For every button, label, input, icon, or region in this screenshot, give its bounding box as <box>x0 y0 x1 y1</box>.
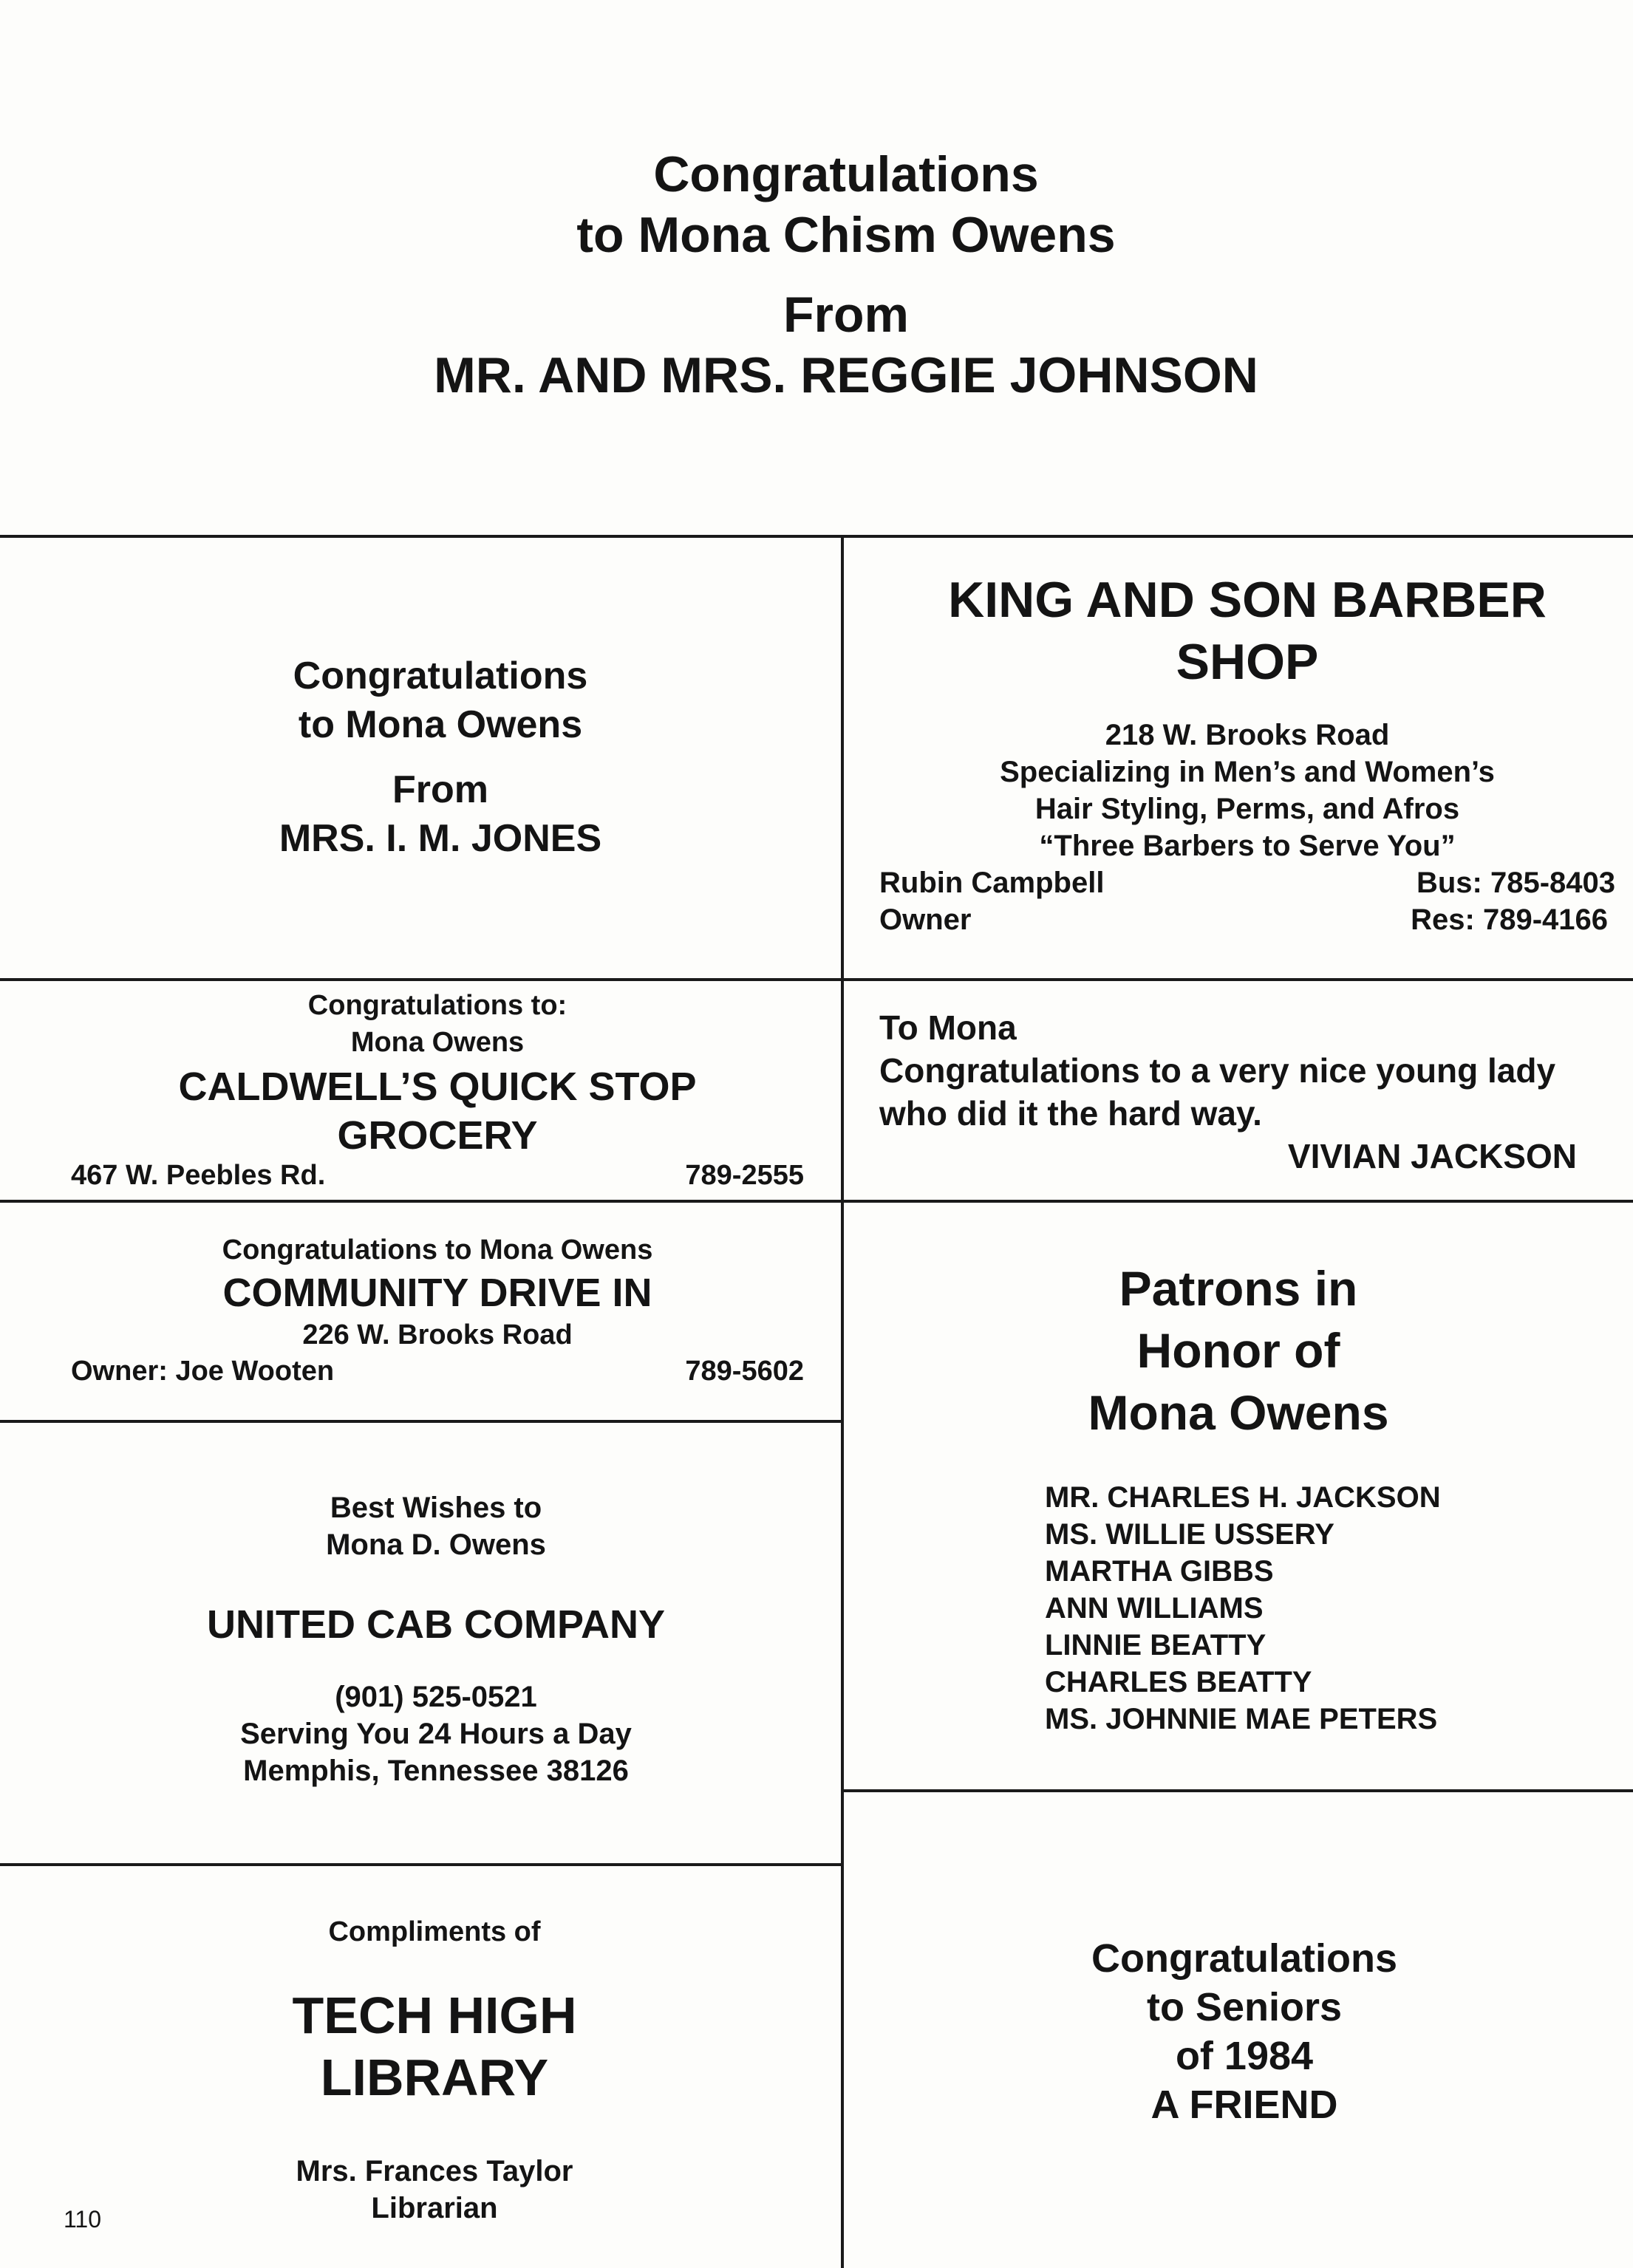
barber-ad-line2: Hair Styling, Perms, and Afros <box>1034 793 1460 825</box>
friend-ad-line1: Congratulations <box>1091 1936 1397 1981</box>
library-ad-title: Librarian <box>371 2192 498 2224</box>
cab-ad-name: UNITED CAB COMPANY <box>207 1602 665 1647</box>
drivein-ad-contact <box>71 1353 804 1390</box>
library-ad-name1: TECH HIGH <box>292 1987 577 2044</box>
drivein-ad-owner: Owner: Joe Wooten <box>71 1356 335 1387</box>
top-ad-line1: Congratulations <box>653 146 1039 202</box>
cab-ad-phone: (901) 525-0521 <box>335 1681 537 1713</box>
caldwell-ad-name2: GROCERY <box>337 1113 538 1158</box>
jones-ad-line2: to Mona Owens <box>298 703 583 746</box>
caldwell-ad-contact <box>71 1160 804 1191</box>
drivein-ad-phone: 789-5602 <box>685 1356 804 1387</box>
barber-ad-bus-phone: Bus: 785-8403 <box>1416 867 1615 899</box>
caldwell-ad <box>71 987 804 1191</box>
patrons-ad-title3: Mona Owens <box>1088 1385 1389 1440</box>
barber-ad-owner-label: Owner <box>879 904 972 936</box>
drivein-ad <box>71 1232 804 1390</box>
patron-name: MS. WILLIE USSERY <box>1045 1518 1334 1551</box>
friend-ad <box>844 1934 1633 2129</box>
barber-ad-contact-row2 <box>879 901 1615 938</box>
patron-name: MARTHA GIBBS <box>1045 1555 1274 1588</box>
drivein-ad-address: 226 W. Brooks Road <box>302 1319 573 1350</box>
caldwell-ad-name1: CALDWELL’S QUICK STOP <box>178 1065 697 1109</box>
patron-name: MS. JOHNNIE MAE PETERS <box>1045 1703 1438 1735</box>
divider-left-3 <box>0 1420 842 1423</box>
jackson-ad-name: VIVIAN JACKSON <box>1287 1137 1577 1175</box>
barber-ad <box>879 569 1615 938</box>
patron-name: ANN WILLIAMS <box>1045 1592 1264 1625</box>
cab-ad-line2: Mona D. Owens <box>326 1528 546 1561</box>
divider-top <box>0 535 1633 538</box>
top-ad-from: From <box>783 287 909 343</box>
friend-ad-line2: to Seniors <box>1146 1985 1343 2029</box>
drivein-ad-name: COMMUNITY DRIVE IN <box>222 1271 652 1315</box>
cab-ad-line1: Best Wishes to <box>330 1492 542 1524</box>
patron-name: CHARLES BEATTY <box>1045 1666 1312 1698</box>
patrons-ad <box>844 1257 1633 1738</box>
barber-ad-contact-row1 <box>879 864 1615 901</box>
jones-ad-line1: Congratulations <box>293 655 588 697</box>
caldwell-ad-recipient: Mona Owens <box>350 1027 525 1058</box>
divider-right-3 <box>841 1789 1633 1792</box>
caldwell-ad-address: 467 W. Peebles Rd. <box>71 1160 326 1191</box>
jackson-ad-line2: Congratulations to a very nice young lady <box>879 1051 1556 1090</box>
jackson-ad-line1: To Mona <box>879 1008 1017 1047</box>
divider-left-4 <box>0 1863 842 1866</box>
jones-ad <box>0 652 881 863</box>
patrons-ad-title1: Patrons in <box>1119 1261 1358 1316</box>
patron-name: MR. CHARLES H. JACKSON <box>1045 1481 1441 1514</box>
library-ad-compliments: Compliments of <box>328 1916 541 1947</box>
divider-row1 <box>0 978 1633 981</box>
library-ad-name2: LIBRARY <box>320 2049 549 2106</box>
barber-ad-owner-name: Rubin Campbell <box>879 867 1105 899</box>
barber-ad-line1: Specializing in Men’s and Women’s <box>1000 756 1495 788</box>
friend-ad-line4: A FRIEND <box>1150 2083 1338 2127</box>
patron-name: LINNIE BEATTY <box>1045 1629 1266 1661</box>
cab-ad-city: Memphis, Tennessee 38126 <box>243 1755 629 1787</box>
cab-ad-hours: Serving You 24 Hours a Day <box>240 1718 632 1750</box>
friend-ad-line3: of 1984 <box>1175 2034 1314 2078</box>
jackson-ad-line3: who did it the hard way. <box>879 1094 1262 1133</box>
top-ad-line2: to Mona Chism Owens <box>576 207 1116 263</box>
barber-ad-address: 218 W. Brooks Road <box>1105 719 1390 751</box>
patrons-list <box>1045 1479 1633 1738</box>
divider-row2 <box>0 1200 1633 1203</box>
barber-ad-title2: SHOP <box>1176 634 1319 690</box>
top-ad-name: MR. AND MRS. REGGIE JOHNSON <box>434 347 1258 403</box>
jones-ad-from: From <box>392 768 488 811</box>
top-ad <box>0 144 1633 406</box>
barber-ad-title1: KING AND SON BARBER <box>948 572 1547 628</box>
caldwell-ad-greeting: Congratulations to: <box>307 990 567 1021</box>
cab-ad <box>0 1489 872 1789</box>
barber-ad-res-phone: Res: 789-4166 <box>1411 904 1608 936</box>
patrons-ad-title2: Honor of <box>1136 1323 1340 1378</box>
library-ad-person: Mrs. Frances Taylor <box>296 2155 573 2187</box>
barber-ad-line3: “Three Barbers to Serve You” <box>1039 830 1456 862</box>
jones-ad-name: MRS. I. M. JONES <box>279 817 602 860</box>
jackson-ad <box>879 1006 1577 1178</box>
caldwell-ad-phone: 789-2555 <box>685 1160 804 1191</box>
drivein-ad-greeting: Congratulations to Mona Owens <box>222 1234 653 1265</box>
library-ad <box>0 1913 869 2227</box>
page-number: 110 <box>64 2206 102 2233</box>
